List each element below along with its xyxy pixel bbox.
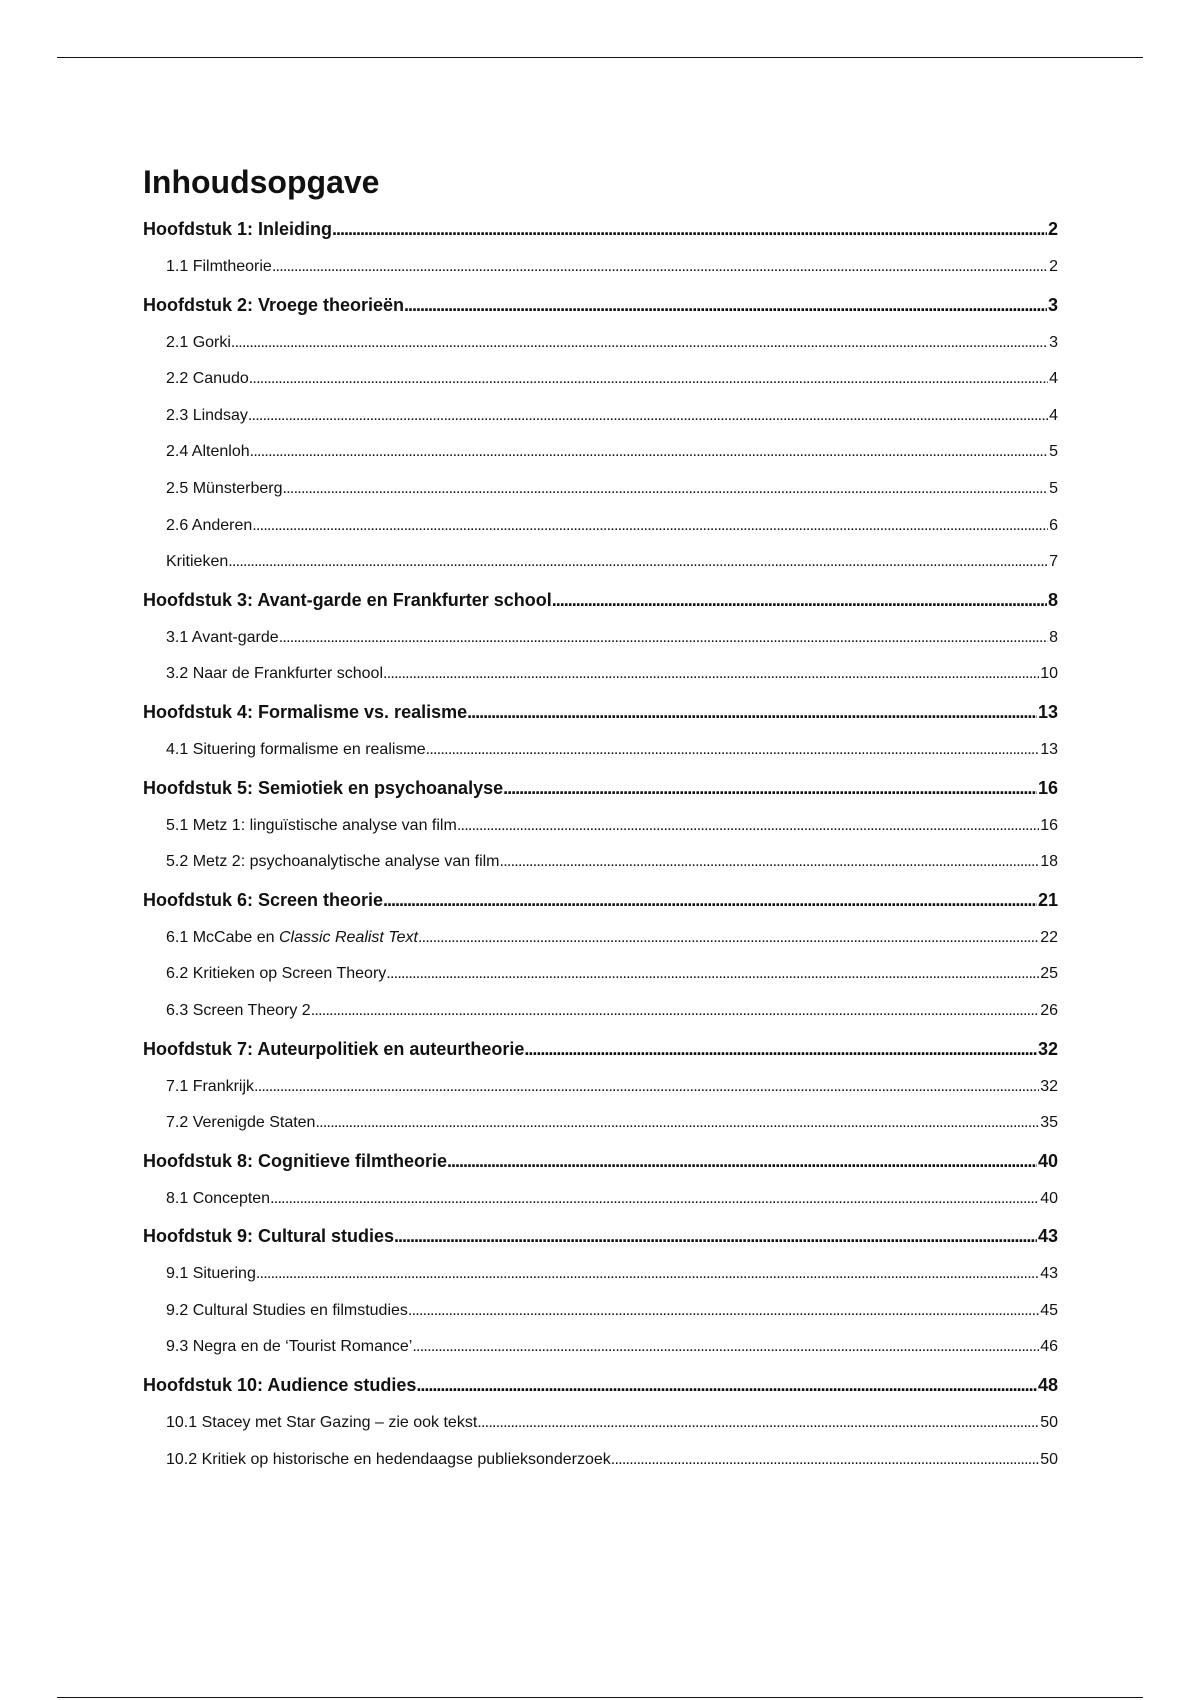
toc-dot-leader: [383, 656, 1039, 693]
toc-entry-label: [143, 286, 404, 325]
toc-section-entry[interactable]: [143, 1069, 1058, 1106]
toc-section-entry[interactable]: [143, 993, 1058, 1030]
toc-list: [143, 210, 1058, 1478]
toc-entry-label: [166, 471, 283, 508]
toc-entry-label-text: 10.2 Kritiek op historische en hedendaagse publieksonderzoek: [166, 1450, 611, 1468]
toc-entry-label-text: Hoofdstuk 3: Avant-garde en Frankfurter school: [143, 589, 552, 610]
toc-entry-label: [143, 581, 552, 620]
toc-page-number: 3: [1049, 333, 1058, 351]
toc-dot-leader: [252, 508, 1048, 545]
toc-entry-label: [166, 249, 272, 286]
toc-entry-label-text: Hoofdstuk 7: Auteurpolitiek en auteurtheorie: [143, 1038, 525, 1059]
table-of-contents: [143, 160, 1058, 1478]
toc-page-number: 2: [1047, 219, 1058, 239]
toc-dot-leader: [279, 620, 1048, 657]
toc-dot-leader: [404, 286, 1047, 325]
toc-page-number: 18: [1040, 853, 1058, 871]
toc-entry-label-text: Hoofdstuk 4: Formalisme vs. realisme: [143, 701, 468, 722]
toc-dot-leader: [524, 1030, 1037, 1069]
toc-page-number: 26: [1040, 1001, 1058, 1019]
toc-dot-leader: [254, 1069, 1039, 1106]
toc-chapter-entry[interactable]: [143, 581, 1058, 620]
toc-entry-label-text: 5.1 Metz 1: linguïstische analyse van film: [166, 816, 457, 834]
toc-entry-label: [166, 361, 249, 398]
toc-page-number: 16: [1040, 816, 1058, 834]
toc-entry-label-text: 3.2 Naar de Frankfurter school: [166, 665, 383, 683]
toc-entry-label: [166, 808, 457, 845]
toc-entry-label-text: 9.1 Situering: [166, 1265, 256, 1283]
toc-section-entry[interactable]: [143, 471, 1058, 508]
toc-entry-label: [166, 1181, 270, 1218]
toc-dot-leader: [467, 693, 1037, 732]
toc-entry-label-text: 7.2 Verenigde Staten: [166, 1114, 316, 1132]
toc-entry-label: [166, 398, 248, 435]
toc-section-entry[interactable]: [143, 956, 1058, 993]
toc-dot-leader: [231, 325, 1048, 362]
toc-chapter-entry[interactable]: [143, 210, 1058, 249]
toc-entry-label: [166, 993, 311, 1030]
toc-chapter-entry[interactable]: [143, 1030, 1058, 1069]
toc-entry-label-italic: Classic Realist Text: [278, 928, 418, 946]
toc-section-entry[interactable]: [143, 732, 1058, 769]
toc-chapter-entry[interactable]: [143, 769, 1058, 808]
toc-entry-label: [166, 1256, 256, 1293]
toc-entry-label: [166, 956, 386, 993]
toc-entry-label-text: 2.5 Münsterberg: [166, 479, 283, 497]
toc-entry-label: [166, 1329, 412, 1366]
toc-page-number: 2: [1049, 258, 1058, 275]
toc-dot-leader: [408, 1293, 1039, 1330]
toc-entry-label: [166, 508, 252, 545]
toc-page-number: 43: [1037, 1226, 1058, 1247]
toc-chapter-entry[interactable]: [143, 881, 1058, 920]
toc-page-number: 48: [1037, 1375, 1058, 1396]
toc-dot-leader: [256, 1256, 1039, 1293]
toc-entry-label-text: 6.2 Kritieken op Screen Theory: [166, 965, 387, 983]
toc-page-number: 43: [1040, 1265, 1058, 1283]
toc-page-number: 4: [1049, 370, 1058, 388]
toc-dot-leader: [447, 1142, 1037, 1181]
toc-dot-leader: [250, 434, 1048, 471]
toc-page-number: 10: [1040, 665, 1058, 683]
toc-entry-label-text: 10.1 Stacey met Star Gazing – zie ook tekst: [166, 1414, 478, 1432]
toc-dot-leader: [249, 361, 1048, 398]
toc-dot-leader: [248, 398, 1048, 435]
toc-entry-label-text: 8.1 Concepten: [166, 1189, 271, 1207]
toc-entry-label: [166, 544, 228, 581]
toc-dot-leader: [418, 920, 1039, 957]
toc-entry-label: [143, 1030, 524, 1069]
toc-entry-label-text: 2.6 Anderen: [166, 516, 253, 534]
toc-section-entry[interactable]: [143, 508, 1058, 545]
toc-entry-label-text: Hoofdstuk 9: Cultural studies: [143, 1226, 395, 1247]
toc-page-number: 4: [1049, 406, 1058, 424]
toc-entry-label: [143, 693, 467, 732]
toc-dot-leader: [311, 993, 1040, 1030]
toc-section-entry[interactable]: [143, 325, 1058, 362]
toc-page-number: 3: [1047, 294, 1058, 315]
toc-entry-label: [166, 844, 500, 881]
toc-entry-label: [166, 1069, 254, 1106]
toc-dot-leader: [611, 1442, 1039, 1479]
toc-entry-label: [143, 769, 503, 808]
toc-dot-leader: [426, 732, 1040, 769]
toc-section-entry[interactable]: [143, 398, 1058, 435]
toc-dot-leader: [383, 881, 1037, 920]
toc-section-entry[interactable]: [143, 434, 1058, 471]
toc-entry-label: [166, 732, 426, 769]
toc-page-number: 8: [1049, 628, 1058, 646]
toc-entry-label-text: Kritieken: [166, 553, 229, 571]
toc-dot-leader: [386, 956, 1039, 993]
toc-page-number: 6: [1049, 516, 1058, 534]
toc-section-entry[interactable]: [143, 361, 1058, 398]
toc-entry-label-text: 2.2 Canudo: [166, 370, 249, 388]
toc-dot-leader: [272, 249, 1048, 286]
toc-entry-label: [166, 1442, 611, 1479]
toc-entry-label-text: 9.2 Cultural Studies en filmstudies: [166, 1301, 408, 1319]
footer-rule: [57, 1697, 1143, 1698]
toc-section-entry[interactable]: [143, 1405, 1058, 1442]
toc-entry-label: [166, 620, 279, 657]
toc-page-number: 8: [1047, 589, 1058, 610]
toc-dot-leader: [552, 581, 1047, 620]
toc-entry-label: [166, 920, 418, 957]
toc-entry-label-text: Hoofdstuk 1: Inleiding: [143, 219, 332, 239]
toc-chapter-entry[interactable]: [143, 286, 1058, 325]
toc-page-number: 46: [1040, 1338, 1058, 1356]
toc-entry-label-text: Hoofdstuk 5: Semiotiek en psychoanalyse: [143, 777, 504, 798]
toc-entry-label: [143, 1217, 394, 1256]
toc-entry-label: [166, 325, 231, 362]
toc-page-number: 5: [1049, 443, 1058, 461]
toc-dot-leader: [503, 769, 1037, 808]
toc-section-entry[interactable]: [143, 844, 1058, 881]
toc-page-number: 50: [1040, 1414, 1058, 1432]
toc-section-entry[interactable]: [143, 1181, 1058, 1218]
toc-entry-label: [166, 656, 383, 693]
toc-section-entry[interactable]: [143, 1442, 1058, 1479]
toc-entry-label-text: 6.1 McCabe en: [166, 928, 279, 946]
toc-page-number: 7: [1049, 553, 1058, 571]
toc-chapter-entry[interactable]: [143, 1217, 1058, 1256]
toc-section-entry[interactable]: [143, 656, 1058, 693]
toc-entry-label-text: Hoofdstuk 8: Cognitieve filmtheorie: [143, 1150, 448, 1171]
toc-dot-leader: [477, 1405, 1039, 1442]
toc-page-number: 5: [1049, 479, 1058, 497]
toc-dot-leader: [270, 1181, 1039, 1218]
header-rule: [57, 57, 1143, 58]
toc-page-number: 32: [1040, 1077, 1058, 1095]
toc-entry-label-text: 2.1 Gorki: [166, 333, 231, 351]
toc-entry-label-text: 9.3 Negra en de ‘Tourist Romance’: [166, 1338, 413, 1356]
toc-entry-label-text: 6.3 Screen Theory 2: [166, 1001, 311, 1019]
toc-dot-leader: [416, 1366, 1037, 1405]
toc-section-entry[interactable]: [143, 544, 1058, 581]
toc-page-number: 50: [1040, 1450, 1058, 1468]
toc-dot-leader: [283, 471, 1049, 508]
toc-entry-label: [143, 1366, 416, 1405]
toc-entry-label-text: 7.1 Frankrijk: [166, 1077, 255, 1095]
toc-entry-label-text: Hoofdstuk 10: Audience studies: [143, 1375, 417, 1396]
toc-entry-label: [143, 881, 383, 920]
toc-section-entry[interactable]: [143, 620, 1058, 657]
toc-page-number: 16: [1037, 777, 1058, 798]
toc-dot-leader: [500, 844, 1040, 881]
toc-entry-label: [166, 1105, 315, 1142]
toc-chapter-entry[interactable]: [143, 1142, 1058, 1181]
toc-entry-label-text: Hoofdstuk 2: Vroege theorieën: [143, 294, 405, 315]
toc-entry-label: [166, 434, 250, 471]
toc-page-number: 40: [1037, 1150, 1058, 1171]
toc-chapter-entry[interactable]: [143, 1366, 1058, 1405]
toc-entry-label-text: 1.1 Filmtheorie: [166, 258, 272, 275]
toc-entry-label-text: 5.2 Metz 2: psychoanalytische analyse van film: [166, 853, 500, 871]
toc-section-entry[interactable]: [143, 808, 1058, 845]
toc-entry-label-text: 3.1 Avant-garde: [166, 628, 279, 646]
toc-entry-label-text: Hoofdstuk 6: Screen theorie: [143, 889, 384, 910]
toc-page-number: 25: [1040, 965, 1058, 983]
toc-dot-leader: [315, 1105, 1039, 1142]
toc-entry-label: [143, 210, 332, 249]
toc-dot-leader: [412, 1329, 1039, 1366]
toc-entry-label: [166, 1405, 477, 1442]
toc-section-entry[interactable]: [143, 1293, 1058, 1330]
toc-page-number: 45: [1040, 1301, 1058, 1319]
toc-entry-label-text: 4.1 Situering formalisme en realisme: [166, 740, 426, 758]
toc-section-entry[interactable]: [143, 1105, 1058, 1142]
toc-section-entry[interactable]: [143, 1256, 1058, 1293]
toc-page-number: 40: [1040, 1189, 1058, 1207]
toc-entry-label: [166, 1293, 408, 1330]
toc-section-entry[interactable]: [143, 1329, 1058, 1366]
toc-page-number: 35: [1040, 1114, 1058, 1132]
toc-entry-label: [143, 1142, 447, 1181]
toc-entry-label-text: 2.4 Altenloh: [166, 443, 250, 461]
toc-page-number: 21: [1037, 889, 1058, 910]
toc-page-number: 13: [1037, 701, 1058, 722]
toc-dot-leader: [332, 210, 1047, 249]
toc-dot-leader: [457, 808, 1039, 845]
toc-dot-leader: [394, 1217, 1037, 1256]
toc-section-entry[interactable]: [143, 249, 1058, 286]
toc-dot-leader: [228, 544, 1048, 581]
toc-entry-label-text: 2.3 Lindsay: [166, 406, 248, 424]
toc-page-number: 13: [1040, 740, 1058, 758]
toc-page-number: 32: [1037, 1038, 1058, 1059]
toc-section-entry[interactable]: [143, 920, 1058, 957]
toc-title: Inhoudsopgave: [143, 164, 380, 200]
toc-chapter-entry[interactable]: [143, 693, 1058, 732]
toc-page-number: 22: [1040, 928, 1058, 946]
